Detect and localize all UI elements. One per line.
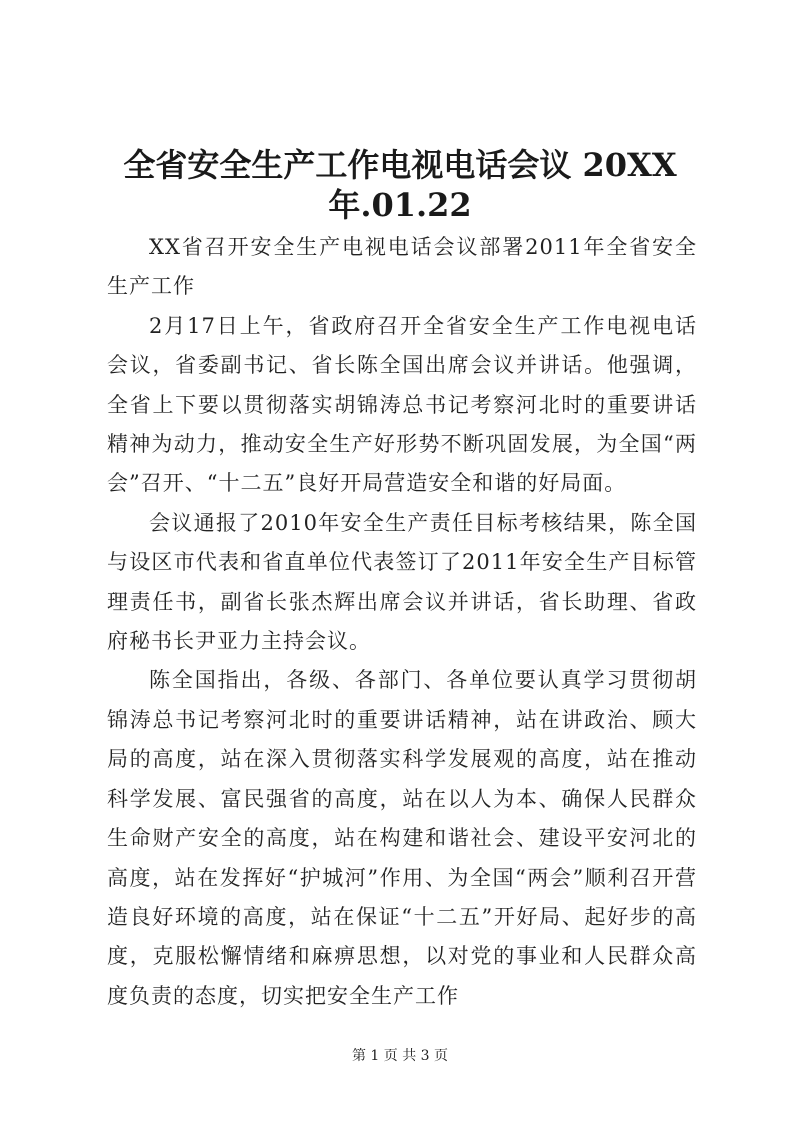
paragraph: 陈全国指出，各级、各部门、各单位要认真学习贯彻胡锦涛总书记考察河北时的重要讲话精神，站在讲政治、顾大局的高度，站在深入贯彻落实科学发展观的高度，站在推动科学发展、富民强省的高度，站在以人为本、确保人民群众生命财产安全的高度，站在构建和谐社会、建设平安河北的高度，站在发挥好“护城河”作用、为全国“两会”顺利召开营造良好环境的高度，站在保证“十二五”开好局、起好步的高度，克服松懈情绪和麻痹思想，以对党的事业和人民群众高度负责的态度，切实把安全生产工作: [107, 668, 697, 1008]
document-body: [107, 228, 697, 1016]
document-title-line2: 年.01.22: [328, 186, 472, 224]
paragraph: 会议通报了2010年安全生产责任目标考核结果，陈全国与设区市代表和省直单位代表签订了2011年安全生产目标管理责任书，副省长张杰辉出席会议并讲话，省长助理、省政府秘书长尹亚力主持会议。: [107, 510, 697, 654]
document-title-line1: 全省安全生产工作电视电话会议 20XX: [123, 146, 677, 184]
paragraph-heading: XX省召开安全生产电视电话会议部署2011年全省安全生产工作: [107, 235, 697, 299]
paragraph: 2月17日上午，省政府召开全省安全生产工作电视电话会议，省委副书记、省长陈全国出席会议并讲话。他强调，全省上下要以贯彻落实胡锦涛总书记考察河北时的重要讲话精神为动力，推动安全生产好形势不断巩固发展，为全国“两会”召开、“十二五”良好开局营造安全和谐的好局面。: [107, 313, 697, 496]
page-footer: 第 1 页 共 3 页: [351, 1048, 449, 1064]
